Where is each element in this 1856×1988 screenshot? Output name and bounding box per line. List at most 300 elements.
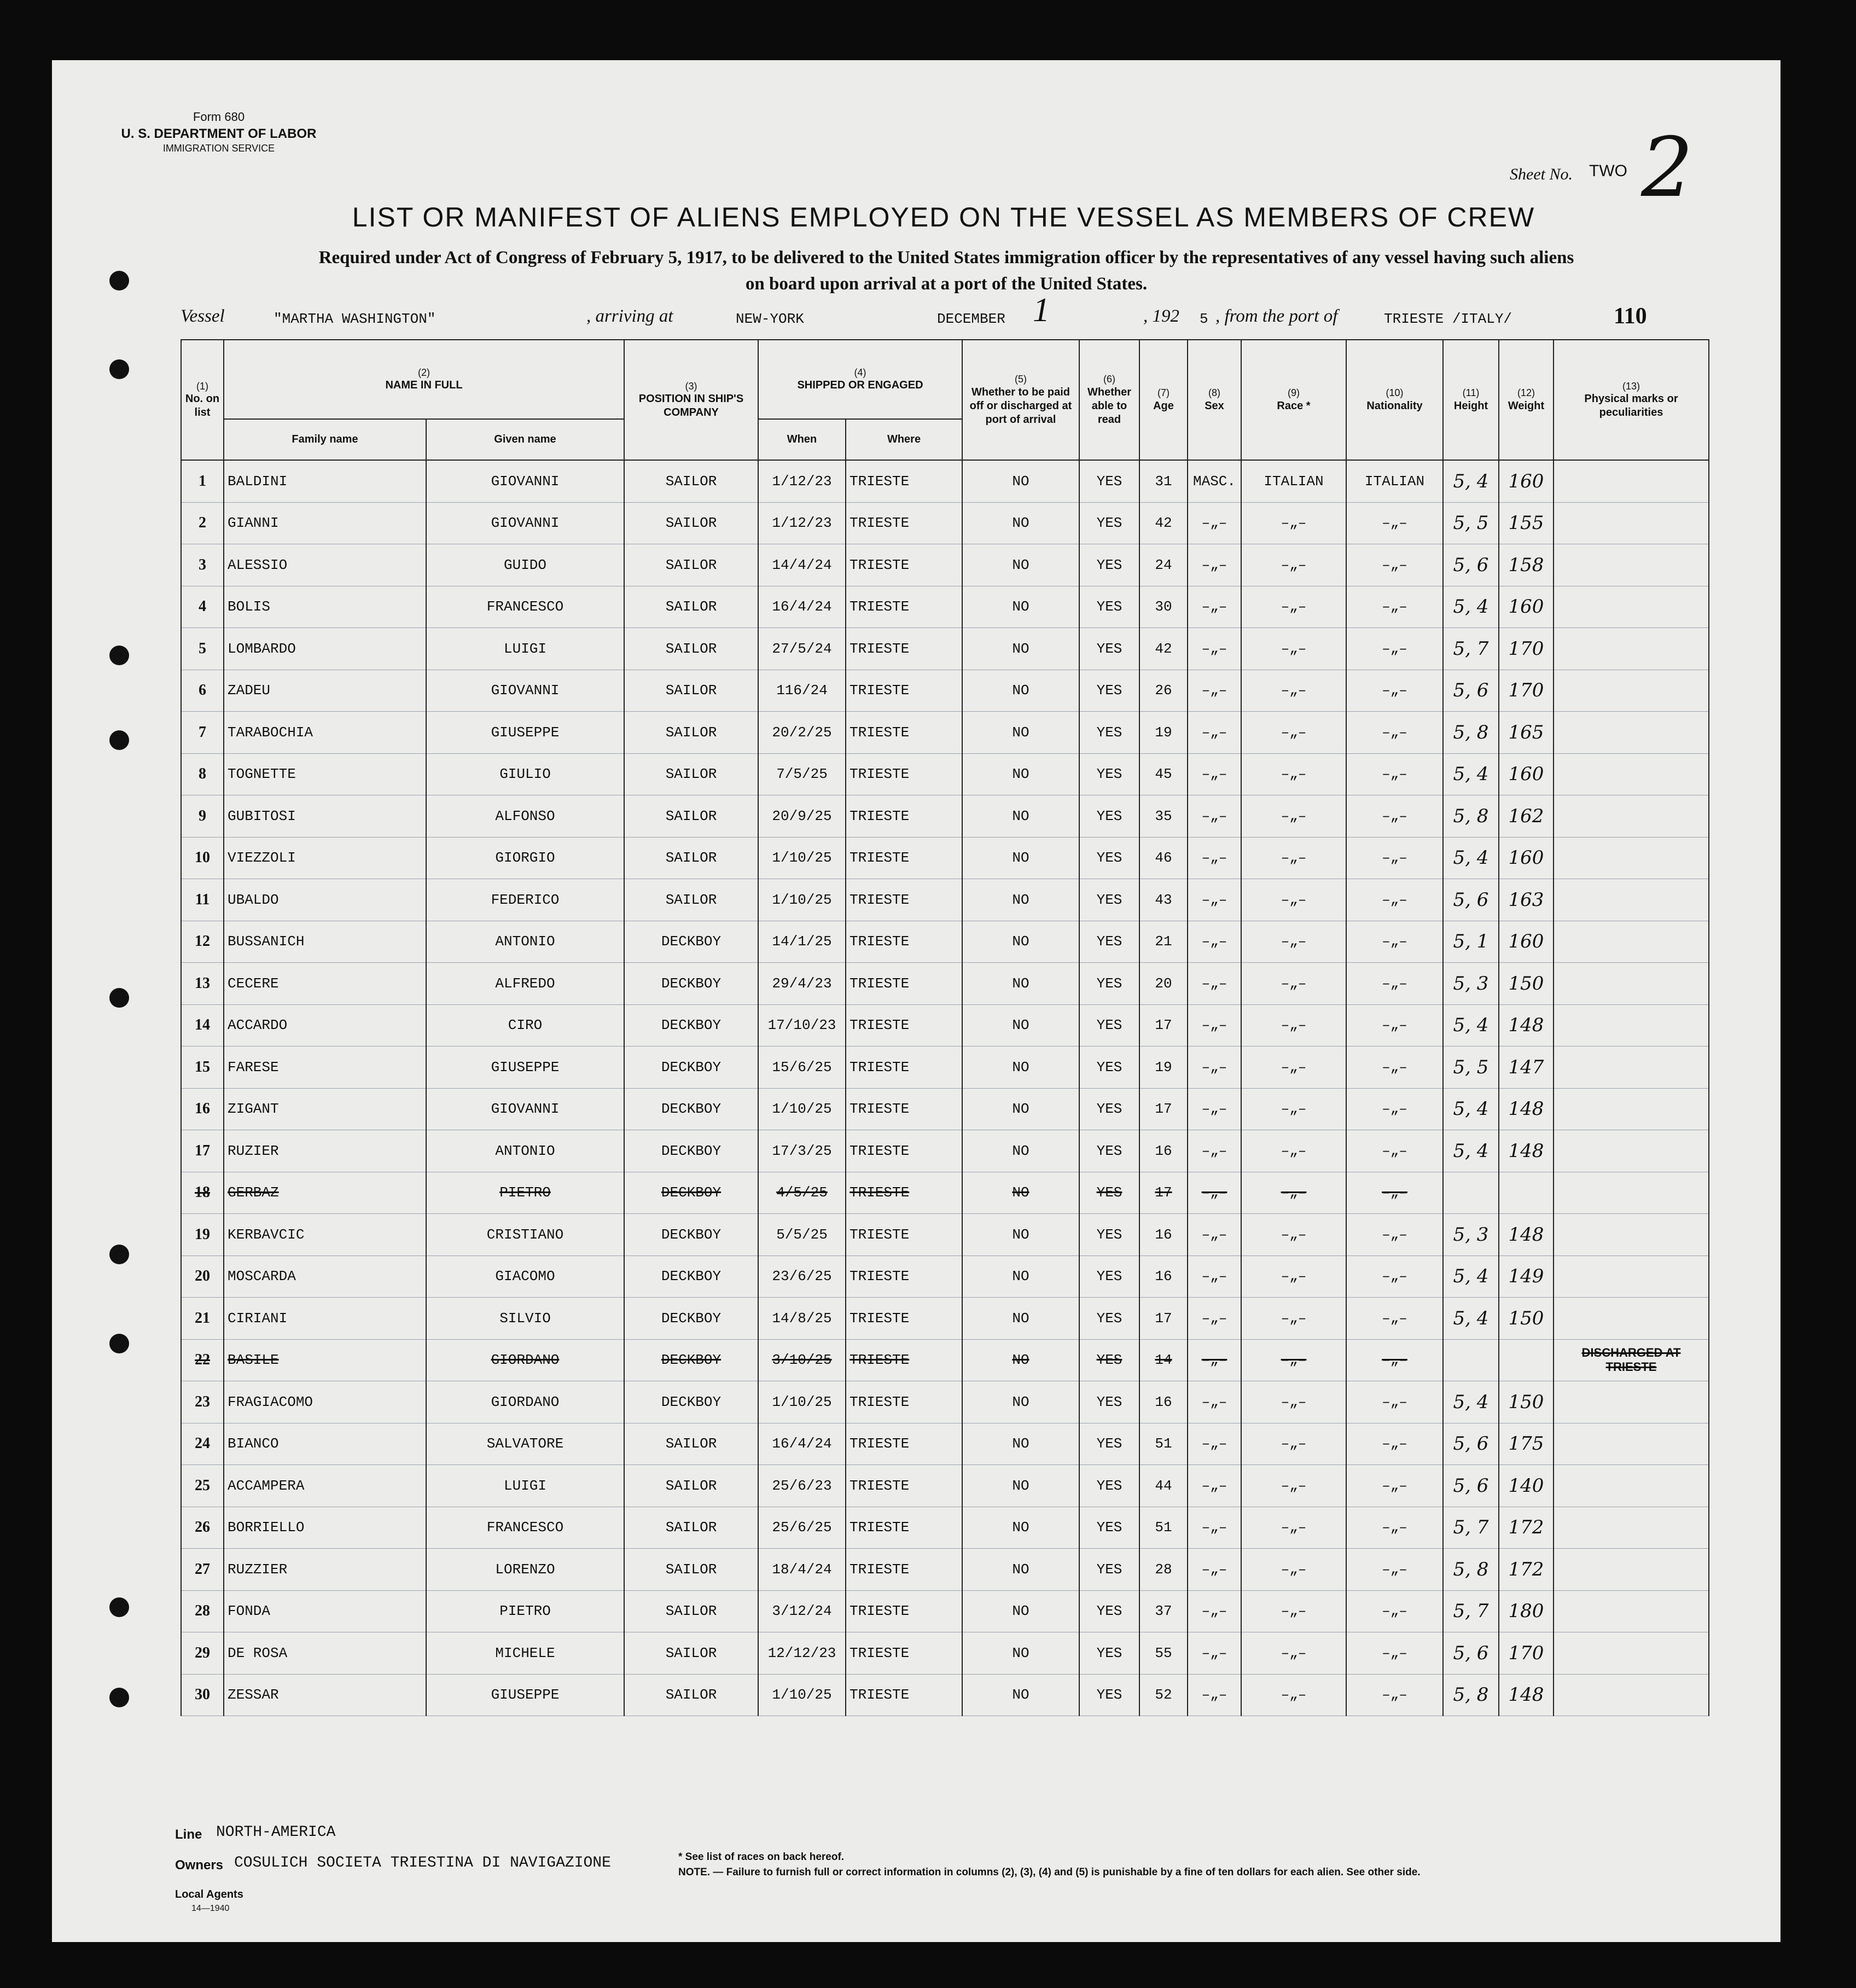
cell-shipped-when: 7/5/25 — [758, 753, 846, 795]
cell-position: SAILOR — [624, 544, 758, 586]
cell-shipped-when: 1/10/25 — [758, 1674, 846, 1716]
cell-shipped-where: TRIESTE — [846, 1507, 962, 1549]
cell-sex: –„– — [1188, 1465, 1241, 1507]
cell-nationality: –„– — [1346, 1381, 1443, 1423]
cell-discharge-status: NO — [962, 628, 1079, 670]
cell-race: –„– — [1241, 670, 1346, 712]
cell-height: 5, 4 — [1443, 1255, 1499, 1298]
cell-able-to-read: YES — [1079, 502, 1139, 544]
cell-able-to-read: YES — [1079, 1674, 1139, 1716]
cell-able-to-read: YES — [1079, 670, 1139, 712]
cell-given-name: ALFREDO — [426, 963, 624, 1005]
table-row — [181, 1507, 1709, 1549]
cell-race: –„– — [1241, 1632, 1346, 1675]
col-no-header: (1) No. on list — [181, 340, 224, 460]
cell-height: 5, 6 — [1443, 879, 1499, 921]
cell-age: 30 — [1139, 586, 1188, 628]
cell-position: DECKBOY — [624, 1004, 758, 1047]
cell-row-number: 28 — [181, 1590, 224, 1632]
cell-shipped-where: TRIESTE — [846, 837, 962, 879]
cell-race: –„– — [1241, 963, 1346, 1005]
table-row — [181, 670, 1709, 712]
cell-able-to-read: YES — [1079, 837, 1139, 879]
table-row — [181, 544, 1709, 586]
cell-position: SAILOR — [624, 753, 758, 795]
form-code: 14—1940 — [191, 1904, 230, 1913]
cell-physical-marks — [1554, 1381, 1709, 1423]
line-label: Line — [175, 1827, 202, 1842]
cell-weight: 149 — [1499, 1255, 1554, 1298]
cell-discharge-status: NO — [962, 670, 1079, 712]
cell-shipped-when: 15/6/25 — [758, 1047, 846, 1089]
cell-shipped-where: TRIESTE — [846, 502, 962, 544]
cell-able-to-read: YES — [1079, 1130, 1139, 1172]
cell-height: 5, 4 — [1443, 586, 1499, 628]
cell-family-name: CIRIANI — [224, 1298, 426, 1340]
cell-able-to-read: YES — [1079, 1172, 1139, 1214]
cell-race: –„– — [1241, 1674, 1346, 1716]
cell-weight: 148 — [1499, 1130, 1554, 1172]
cell-discharge-status: NO — [962, 1549, 1079, 1591]
cell-row-number: 3 — [181, 544, 224, 586]
cell-shipped-when: 20/2/25 — [758, 712, 846, 754]
cell-physical-marks — [1554, 1465, 1709, 1507]
cell-row-number: 5 — [181, 628, 224, 670]
cell-height: 5, 4 — [1443, 753, 1499, 795]
cell-discharge-status: NO — [962, 1632, 1079, 1675]
cell-shipped-where: TRIESTE — [846, 1047, 962, 1089]
cell-height: 5, 8 — [1443, 1674, 1499, 1716]
cell-sex: –„– — [1188, 837, 1241, 879]
cell-given-name: ANTONIO — [426, 921, 624, 963]
cell-family-name: FRAGIACOMO — [224, 1381, 426, 1423]
cell-shipped-when: 1/10/25 — [758, 837, 846, 879]
arrival-month: DECEMBER — [937, 311, 1005, 327]
form-number: Form 680 — [193, 110, 245, 124]
cell-row-number: 6 — [181, 670, 224, 712]
cell-family-name: GUBITOSI — [224, 795, 426, 838]
cell-family-name: BORRIELLO — [224, 1507, 426, 1549]
page-title: LIST OR MANIFEST OF ALIENS EMPLOYED ON THE VESSEL AS MEMBERS OF CREW — [352, 202, 1535, 232]
cell-sex: –„– — [1188, 1004, 1241, 1047]
cell-height: 5, 5 — [1443, 502, 1499, 544]
col-given-name-header: Given name — [426, 419, 624, 460]
cell-position: SAILOR — [624, 879, 758, 921]
cell-height: 5, 3 — [1443, 1214, 1499, 1256]
cell-sex: –„– — [1188, 1339, 1241, 1381]
table-row — [181, 586, 1709, 628]
cell-given-name: GIUSEPPE — [426, 1674, 624, 1716]
cell-family-name: FONDA — [224, 1590, 426, 1632]
cell-given-name: FRANCESCO — [426, 586, 624, 628]
cell-family-name: ACCARDO — [224, 1004, 426, 1047]
cell-shipped-when: 1/10/25 — [758, 879, 846, 921]
cell-discharge-status: NO — [962, 753, 1079, 795]
cell-nationality: –„– — [1346, 628, 1443, 670]
cell-nationality: –„– — [1346, 1004, 1443, 1047]
cell-row-number: 27 — [181, 1549, 224, 1591]
cell-age: 14 — [1139, 1339, 1188, 1381]
cell-race: –„– — [1241, 1339, 1346, 1381]
cell-weight: 180 — [1499, 1590, 1554, 1632]
cell-sex: –„– — [1188, 1632, 1241, 1675]
footer — [175, 1824, 1761, 1931]
cell-given-name: CRISTIANO — [426, 1214, 624, 1256]
cell-able-to-read: YES — [1079, 628, 1139, 670]
cell-family-name: DE ROSA — [224, 1632, 426, 1675]
cell-race: –„– — [1241, 628, 1346, 670]
cell-row-number: 15 — [181, 1047, 224, 1089]
cell-family-name: BOLIS — [224, 586, 426, 628]
cell-height: 5, 1 — [1443, 921, 1499, 963]
cell-able-to-read: YES — [1079, 586, 1139, 628]
cell-height: 5, 4 — [1443, 1088, 1499, 1130]
cell-sex: –„– — [1188, 628, 1241, 670]
cell-shipped-when: 116/24 — [758, 670, 846, 712]
from-port-label: , from the port of — [1215, 306, 1338, 326]
cell-weight: 170 — [1499, 670, 1554, 712]
cell-able-to-read: YES — [1079, 1381, 1139, 1423]
col-where-header: Where — [846, 419, 962, 460]
cell-shipped-where: TRIESTE — [846, 963, 962, 1005]
cell-physical-marks — [1554, 1507, 1709, 1549]
cell-race: –„– — [1241, 879, 1346, 921]
cell-shipped-when: 3/12/24 — [758, 1590, 846, 1632]
cell-weight: 170 — [1499, 628, 1554, 670]
cell-nationality: –„– — [1346, 1423, 1443, 1465]
cell-discharge-status: NO — [962, 1004, 1079, 1047]
cell-physical-marks — [1554, 544, 1709, 586]
cell-given-name: GIUSEPPE — [426, 1047, 624, 1089]
cell-shipped-where: TRIESTE — [846, 1088, 962, 1130]
cell-shipped-when: 1/10/25 — [758, 1088, 846, 1130]
cell-physical-marks — [1554, 628, 1709, 670]
cell-weight: 160 — [1499, 753, 1554, 795]
cell-race: –„– — [1241, 1507, 1346, 1549]
cell-age: 17 — [1139, 1004, 1188, 1047]
cell-shipped-when: 27/5/24 — [758, 628, 846, 670]
col-discharged-header: (5) Whether to be paid off or discharged at port of arrival — [962, 340, 1079, 460]
cell-shipped-when: 4/5/25 — [758, 1172, 846, 1214]
cell-nationality: –„– — [1346, 1507, 1443, 1549]
cell-race: –„– — [1241, 1298, 1346, 1340]
cell-nationality: –„– — [1346, 1298, 1443, 1340]
cell-age: 26 — [1139, 670, 1188, 712]
cell-age: 43 — [1139, 879, 1188, 921]
cell-row-number: 1 — [181, 460, 224, 502]
cell-shipped-where: TRIESTE — [846, 1339, 962, 1381]
cell-able-to-read: YES — [1079, 1047, 1139, 1089]
cell-age: 24 — [1139, 544, 1188, 586]
cell-position: SAILOR — [624, 628, 758, 670]
cell-shipped-where: TRIESTE — [846, 1590, 962, 1632]
cell-race: ITALIAN — [1241, 460, 1346, 502]
cell-age: 42 — [1139, 628, 1188, 670]
col-name-header: (2) NAME IN FULL — [224, 340, 624, 419]
cell-sex: –„– — [1188, 1590, 1241, 1632]
cell-family-name: ALESSIO — [224, 544, 426, 586]
cell-race: –„– — [1241, 1130, 1346, 1172]
cell-position: SAILOR — [624, 502, 758, 544]
cell-height — [1443, 1172, 1499, 1214]
cell-sex: –„– — [1188, 795, 1241, 838]
cell-position: DECKBOY — [624, 1130, 758, 1172]
cell-shipped-where: TRIESTE — [846, 1423, 962, 1465]
cell-physical-marks — [1554, 753, 1709, 795]
cell-able-to-read: YES — [1079, 1590, 1139, 1632]
cell-position: DECKBOY — [624, 921, 758, 963]
cell-sex: –„– — [1188, 712, 1241, 754]
local-agents-label: Local Agents — [175, 1888, 243, 1900]
cell-family-name: BIANCO — [224, 1423, 426, 1465]
cell-shipped-when: 14/4/24 — [758, 544, 846, 586]
cell-row-number: 14 — [181, 1004, 224, 1047]
cell-position: SAILOR — [624, 1549, 758, 1591]
cell-family-name: CECERE — [224, 963, 426, 1005]
cell-able-to-read: YES — [1079, 879, 1139, 921]
cell-age: 52 — [1139, 1674, 1188, 1716]
cell-nationality: –„– — [1346, 1255, 1443, 1298]
cell-family-name: TARABOCHIA — [224, 712, 426, 754]
cell-physical-marks — [1554, 1047, 1709, 1089]
from-port: TRIESTE /ITALY/ — [1384, 311, 1512, 327]
cell-shipped-where: TRIESTE — [846, 586, 962, 628]
cell-nationality: –„– — [1346, 502, 1443, 544]
table-row — [181, 795, 1709, 838]
cell-able-to-read: YES — [1079, 1549, 1139, 1591]
cell-sex: –„– — [1188, 1047, 1241, 1089]
cell-weight: 158 — [1499, 544, 1554, 586]
cell-row-number: 8 — [181, 753, 224, 795]
cell-shipped-where: TRIESTE — [846, 1465, 962, 1507]
cell-able-to-read: YES — [1079, 544, 1139, 586]
cell-height: 5, 6 — [1443, 670, 1499, 712]
col-race-header: (9) Race * — [1241, 340, 1346, 460]
cell-weight: 172 — [1499, 1549, 1554, 1591]
table-row — [181, 879, 1709, 921]
cell-family-name: BUSSANICH — [224, 921, 426, 963]
vessel-line — [181, 292, 1739, 339]
cell-given-name: PIETRO — [426, 1590, 624, 1632]
cell-physical-marks — [1554, 460, 1709, 502]
cell-discharge-status: NO — [962, 1423, 1079, 1465]
requirement-line-2: on board upon arrival at a port of the United States. — [745, 274, 1148, 294]
cell-race: –„– — [1241, 1004, 1346, 1047]
cell-shipped-when: 29/4/23 — [758, 963, 846, 1005]
cell-physical-marks — [1554, 1088, 1709, 1130]
cell-able-to-read: YES — [1079, 1507, 1139, 1549]
cell-shipped-where: TRIESTE — [846, 1172, 962, 1214]
cell-age: 44 — [1139, 1465, 1188, 1507]
cell-row-number: 19 — [181, 1214, 224, 1256]
punch-hole — [109, 359, 129, 379]
table-row — [181, 1088, 1709, 1130]
cell-race: –„– — [1241, 1549, 1346, 1591]
cell-able-to-read: YES — [1079, 1632, 1139, 1675]
cell-discharge-status: NO — [962, 1465, 1079, 1507]
arrival-day: 1 — [1033, 292, 1050, 329]
cell-shipped-when: 20/9/25 — [758, 795, 846, 838]
cell-family-name: BALDINI — [224, 460, 426, 502]
cell-able-to-read: YES — [1079, 1423, 1139, 1465]
table-row — [181, 1214, 1709, 1256]
cell-able-to-read: YES — [1079, 753, 1139, 795]
cell-shipped-when: 16/4/24 — [758, 586, 846, 628]
cell-race: –„– — [1241, 1214, 1346, 1256]
cell-position: SAILOR — [624, 1590, 758, 1632]
cell-race: –„– — [1241, 1590, 1346, 1632]
sheet-number-typed: TWO — [1589, 162, 1627, 180]
cell-physical-marks — [1554, 1423, 1709, 1465]
cell-height: 5, 4 — [1443, 837, 1499, 879]
cell-given-name: LUIGI — [426, 1465, 624, 1507]
cell-weight: 163 — [1499, 879, 1554, 921]
cell-nationality: –„– — [1346, 921, 1443, 963]
cell-given-name: FEDERICO — [426, 879, 624, 921]
cell-family-name: RUZZIER — [224, 1549, 426, 1591]
punch-hole — [109, 730, 129, 750]
cell-height: 5, 5 — [1443, 1047, 1499, 1089]
cell-able-to-read: YES — [1079, 1214, 1139, 1256]
cell-height: 5, 6 — [1443, 544, 1499, 586]
cell-age: 37 — [1139, 1590, 1188, 1632]
cell-shipped-when: 1/12/23 — [758, 460, 846, 502]
cell-shipped-where: TRIESTE — [846, 1632, 962, 1675]
cell-physical-marks — [1554, 502, 1709, 544]
cell-row-number: 20 — [181, 1255, 224, 1298]
cell-sex: –„– — [1188, 670, 1241, 712]
cell-shipped-where: TRIESTE — [846, 1674, 962, 1716]
cell-row-number: 13 — [181, 963, 224, 1005]
cell-row-number: 10 — [181, 837, 224, 879]
cell-family-name: ZIGANT — [224, 1088, 426, 1130]
cell-discharge-status: NO — [962, 1047, 1079, 1089]
cell-position: SAILOR — [624, 1465, 758, 1507]
cell-discharge-status: NO — [962, 1590, 1079, 1632]
cell-age: 16 — [1139, 1381, 1188, 1423]
cell-race: –„– — [1241, 921, 1346, 963]
cell-age: 35 — [1139, 795, 1188, 838]
cell-physical-marks — [1554, 1674, 1709, 1716]
cell-shipped-where: TRIESTE — [846, 670, 962, 712]
cell-race: –„– — [1241, 1465, 1346, 1507]
table-row — [181, 1298, 1709, 1340]
cell-able-to-read: YES — [1079, 460, 1139, 502]
cell-sex: –„– — [1188, 1255, 1241, 1298]
cell-weight: 175 — [1499, 1423, 1554, 1465]
cell-discharge-status: NO — [962, 586, 1079, 628]
cell-given-name: GIOVANNI — [426, 1088, 624, 1130]
cell-position: DECKBOY — [624, 1088, 758, 1130]
cell-nationality: –„– — [1346, 1339, 1443, 1381]
cell-family-name: GIANNI — [224, 502, 426, 544]
cell-able-to-read: YES — [1079, 963, 1139, 1005]
cell-row-number: 11 — [181, 879, 224, 921]
cell-height: 5, 6 — [1443, 1632, 1499, 1675]
table-row — [181, 753, 1709, 795]
cell-race: –„– — [1241, 502, 1346, 544]
cell-given-name: SILVIO — [426, 1298, 624, 1340]
col-position-header: (3) POSITION IN SHIP'S COMPANY — [624, 340, 758, 460]
cell-weight: 150 — [1499, 963, 1554, 1005]
service-name: IMMIGRATION SERVICE — [162, 142, 275, 154]
cell-height: 5, 4 — [1443, 1381, 1499, 1423]
cell-physical-marks — [1554, 1004, 1709, 1047]
cell-able-to-read: YES — [1079, 795, 1139, 838]
cell-given-name: GIORDANO — [426, 1381, 624, 1423]
cell-position: DECKBOY — [624, 1339, 758, 1381]
cell-shipped-when: 3/10/25 — [758, 1339, 846, 1381]
cell-weight: 160 — [1499, 586, 1554, 628]
cell-able-to-read: YES — [1079, 1255, 1139, 1298]
requirement-line-1: Required under Act of Congress of February 5, 1917, to be delivered to the United States immigration officer by the representatives of any vessel having such aliens — [318, 248, 1574, 268]
cell-height — [1443, 1339, 1499, 1381]
cell-age: 51 — [1139, 1507, 1188, 1549]
cell-race: –„– — [1241, 753, 1346, 795]
punch-hole — [109, 1688, 129, 1707]
cell-shipped-where: TRIESTE — [846, 1381, 962, 1423]
cell-weight: 147 — [1499, 1047, 1554, 1089]
cell-shipped-where: TRIESTE — [846, 879, 962, 921]
cell-physical-marks — [1554, 1549, 1709, 1591]
cell-able-to-read: YES — [1079, 1088, 1139, 1130]
cell-height: 5, 6 — [1443, 1423, 1499, 1465]
cell-row-number: 16 — [181, 1088, 224, 1130]
cell-nationality: –„– — [1346, 837, 1443, 879]
cell-nationality: –„– — [1346, 963, 1443, 1005]
cell-shipped-where: TRIESTE — [846, 628, 962, 670]
table-row — [181, 502, 1709, 544]
cell-discharge-status: NO — [962, 1255, 1079, 1298]
vessel-label: Vessel — [181, 306, 225, 326]
cell-weight — [1499, 1172, 1554, 1214]
table-row — [181, 1047, 1709, 1089]
cell-discharge-status: NO — [962, 1088, 1079, 1130]
cell-age: 51 — [1139, 1423, 1188, 1465]
cell-height: 5, 8 — [1443, 712, 1499, 754]
punch-hole — [109, 1597, 129, 1617]
cell-weight: 160 — [1499, 837, 1554, 879]
cell-shipped-when: 25/6/23 — [758, 1465, 846, 1507]
cell-nationality: –„– — [1346, 1130, 1443, 1172]
stamp-number: 110 — [1614, 304, 1647, 329]
cell-weight: 148 — [1499, 1004, 1554, 1047]
table-row — [181, 1004, 1709, 1047]
cell-family-name: KERBAVCIC — [224, 1214, 426, 1256]
cell-sex: –„– — [1188, 1130, 1241, 1172]
cell-row-number: 7 — [181, 712, 224, 754]
cell-family-name: GERBAZ — [224, 1172, 426, 1214]
sheet-number-handwritten: 2 — [1641, 120, 1694, 216]
cell-weight: 148 — [1499, 1674, 1554, 1716]
cell-physical-marks — [1554, 1632, 1709, 1675]
cell-discharge-status: NO — [962, 1674, 1079, 1716]
crew-rows — [181, 460, 1709, 1716]
cell-discharge-status: NO — [962, 1339, 1079, 1381]
cell-family-name: MOSCARDA — [224, 1255, 426, 1298]
punch-hole — [109, 1245, 129, 1264]
cell-row-number: 17 — [181, 1130, 224, 1172]
penalty-note: NOTE. — Failure to furnish full or correct information in columns (2), (3), (4) and (5) is punishable by a fine of ten dollars for each alien. See other side. — [678, 1867, 1421, 1878]
cell-sex: MASC. — [1188, 460, 1241, 502]
cell-physical-marks: DISCHARGED AT TRIESTE — [1554, 1339, 1709, 1381]
cell-sex: –„– — [1188, 1381, 1241, 1423]
cell-sex: –„– — [1188, 1549, 1241, 1591]
cell-position: DECKBOY — [624, 1298, 758, 1340]
cell-position: DECKBOY — [624, 1255, 758, 1298]
cell-height: 5, 7 — [1443, 1590, 1499, 1632]
cell-given-name: SALVATORE — [426, 1423, 624, 1465]
